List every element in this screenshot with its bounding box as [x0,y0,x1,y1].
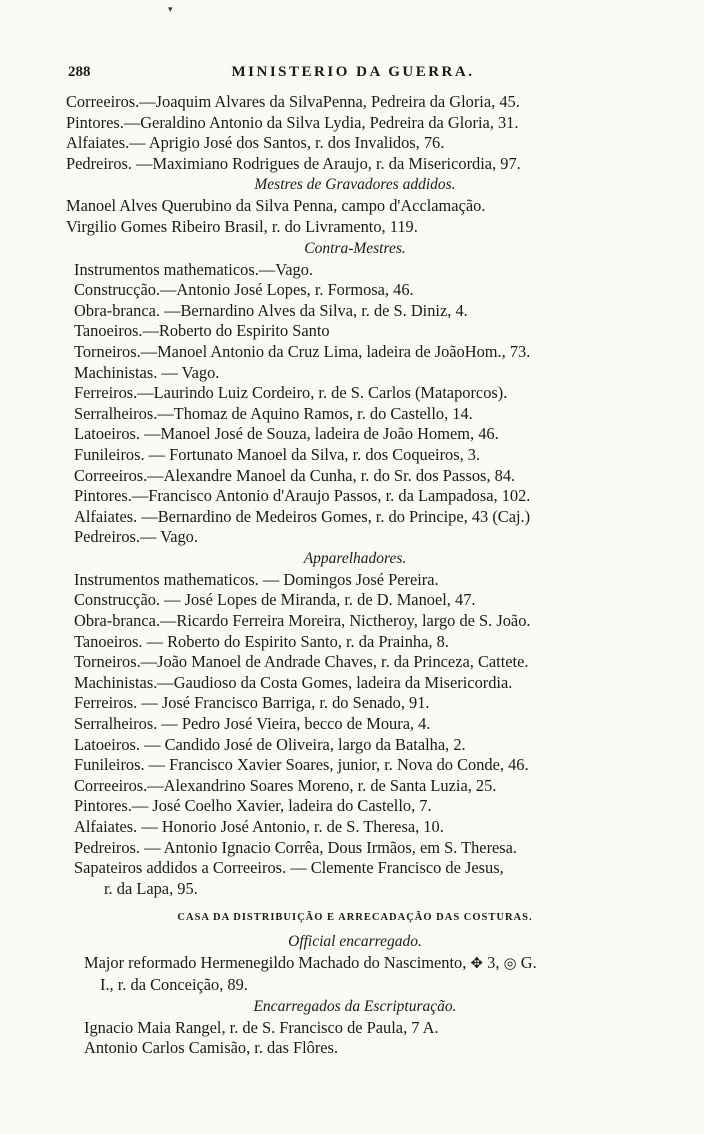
entry-line: Tanoeiros.—Roberto do Espirito Santo [74,321,330,341]
entry-line: Alfaiates.— Aprigio José dos Santos, r. dos Invalidos, 76. [66,133,445,153]
section-title-apparelhadores: Apparelhadores. [303,549,407,567]
contra-mestres-list [66,260,644,548]
entry-line: Correeiros.—Joaquim Alvares da SilvaPenna, Pedreira da Gloria, 45. [66,92,520,111]
entry-line: Funileiros. — Francisco Xavier Soares, junior, r. Nova do Conde, 46. [74,755,529,775]
entry-line: Correeiros.—Alexandre Manoel da Cunha, r. do Sr. dos Passos, 84. [74,465,516,485]
order-cross-icon: ✥ [470,956,484,973]
entry-line: Manoel Alves Querubino da Silva Penna, campo d'Acclamação. [66,196,486,216]
entry-line: Funileiros. — Fortunato Manoel da Silva, r. dos Coqueiros, 3. [74,444,481,464]
escripturacao-list [66,1018,644,1059]
entry-line: Machinistas. — Vago. [74,362,220,382]
entry-line: Machinistas.—Gaudioso da Costa Gomes, ladeira da Misericordia. [74,672,513,692]
entry-line: Torneiros.—João Manoel de Andrade Chaves, r. da Princeza, Cattete. [74,652,529,672]
page-header [68,64,638,86]
entry-line: Pedreiros. —Maximiano Rodrigues de Araujo, r. da Misericordia, 97. [66,153,521,173]
entry-line: Pintores.—Geraldino Antonio da Silva Lydia, Pedreira da Gloria, 31. [66,112,519,132]
entry-line: Ignacio Maia Rangel, r. de S. Francisco de Paula, 7 A. [84,1017,439,1037]
entry-line: Antonio Carlos Camisão, r. das Flôres. [84,1038,339,1058]
entry-line-sapateiros: Sapateiros addidos a Correeiros. — Clemente Francisco de Jesus, [74,858,504,878]
top-block [66,92,644,174]
entry-line: Pintores.— José Coelho Xavier, ladeira do Castello, 7. [74,796,432,816]
page-number: 288 [68,64,91,80]
entry-line: Obra-branca.—Ricardo Ferreira Moreira, Nictheroy, largo de S. João. [74,611,531,631]
entry-line [84,953,644,975]
section-title-casa: CASA DA DISTRIBUIÇÃO E ARRECADAÇÃO DAS COSTURAS. [177,912,533,924]
entry-line: Serralheiros. — Pedro José Vieira, becco de Moura, 4. [74,714,431,734]
entry-line: Alfaiates. —Bernardino de Medeiros Gomes, r. do Principe, 43 (Caj.) [74,506,531,526]
entry-line: Pedreiros. — Antonio Ignacio Corrêa, Dous Irmãos, em S. Theresa. [74,837,518,857]
entry-line-sapateiros-cont: r. da Lapa, 95. [104,878,198,898]
entry-line: Instrumentos mathematicos.—Vago. [74,259,313,279]
entry-line: Torneiros.—Manoel Antonio da Cruz Lima, ladeira de JoãoHom., 73. [74,341,531,361]
entry-line: Serralheiros.—Thomaz de Aquino Ramos, r. do Castello, 14. [74,403,473,423]
entry-line: Construcção.—Antonio José Lopes, r. Formosa, 46. [74,280,414,300]
entry-line: Obra-branca. —Bernardino Alves da Silva, r. de S. Diniz, 4. [74,300,468,320]
order-grade: G. [520,953,537,973]
order-number: 3, [487,953,500,973]
entry-line: Tanoeiros. — Roberto do Espirito Santo, r. da Prainha, 8. [74,631,449,651]
entry-line-cont: I., r. da Conceição, 89. [100,974,248,994]
entry-line: Ferreiros.—Laurindo Luiz Cordeiro, r. de S. Carlos (Mataporcos). [74,383,508,403]
entry-line: Construcção. — José Lopes de Miranda, r. de D. Manoel, 47. [74,590,476,610]
section-title-official: Official encarregado. [288,933,422,951]
page-content [66,92,644,1059]
section-title-contra-mestres: Contra-Mestres. [304,239,406,257]
entry-line: Correeiros.—Alexandrino Soares Moreno, r. de Santa Luzia, 25. [74,775,497,795]
entry-line: Alfaiates. — Honorio José Antonio, r. de S. Theresa, 10. [74,817,444,836]
entry-line: Instrumentos mathematicos. — Domingos José Pereira. [74,569,439,589]
entry-line: Virgilio Gomes Ribeiro Brasil, r. do Livramento, 119. [66,216,418,236]
top-mark: ▾ [168,4,173,14]
official-entry [66,953,644,995]
section-title-escripturacao: Encarregados da Escripturação. [253,997,457,1015]
entry-line: Latoeiros. — Candido José de Oliveira, largo da Batalha, 2. [74,734,466,754]
running-title: MINISTERIO DA GUERRA. [231,64,475,80]
entry-line: Ferreiros. — José Francisco Barriga, r. do Senado, 91. [74,693,430,713]
official-name: Major reformado Hermenegildo Machado do Nascimento, [84,953,467,973]
section-title-gravadores: Mestres de Gravadores addidos. [254,176,456,194]
gravadores-list [66,196,644,237]
order-medal-icon: ◎ [503,956,517,973]
entry-line: Pintores.—Francisco Antonio d'Araujo Passos, r. da Lampadosa, 102. [74,486,531,506]
entry-line: Latoeiros. —Manoel José de Souza, ladeira de João Homem, 46. [74,424,499,444]
entry-line: Pedreiros.— Vago. [74,527,198,547]
apparelhadores-list [66,570,644,900]
